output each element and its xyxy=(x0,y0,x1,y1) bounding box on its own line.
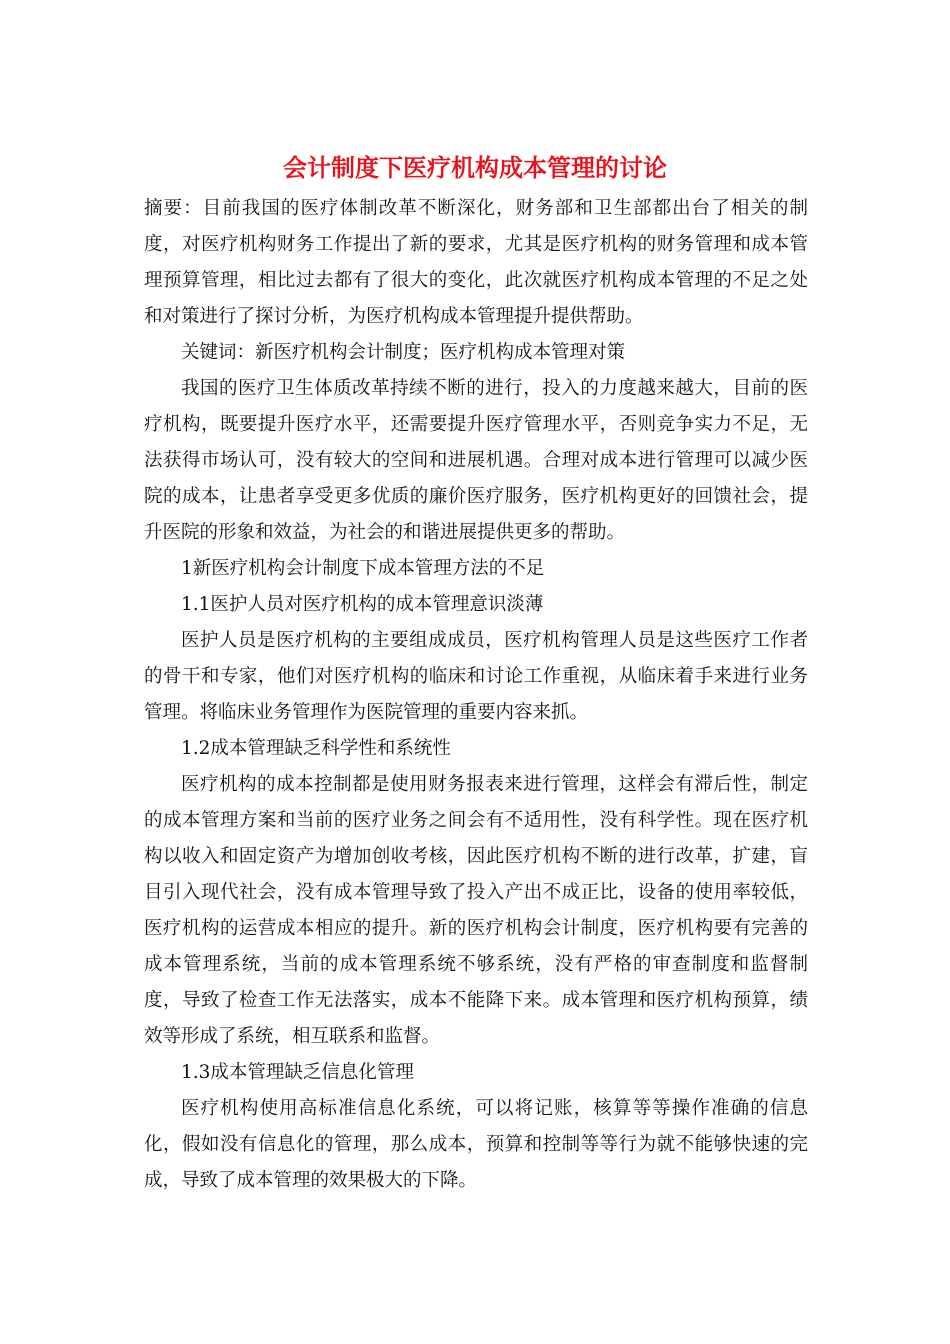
subsection-heading-1-3: 1.3成本管理缺乏信息化管理 xyxy=(181,1062,414,1083)
section-heading-1: 1新医疗机构会计制度下成本管理方法的不足 xyxy=(181,558,545,579)
body-paragraph: 医疗机构使用高标准信息化系统，可以将记账，核算等等操作准确的信息化，假如没有信息化的管理，那么成本，预算和控制等等行为就不能够快速的完成，导致了成本管理的效果极大的下降。 xyxy=(144,1098,808,1191)
subsection-heading-1-1: 1.1医护人员对医疗机构的成本管理意识淡薄 xyxy=(181,594,544,615)
document-body xyxy=(144,191,808,1199)
abstract-paragraph: 摘要：目前我国的医疗体制改革不断深化，财务部和卫生部都出台了相关的制度，对医疗机构财务工作提出了新的要求，尤其是医疗机构的财务管理和成本管理预算管理，相比过去都有了很大的变化，此次就医疗机构成本管理的不足之处和对策进行了探讨分析，为医疗机构成本管理提升提供帮助。 xyxy=(144,198,808,327)
subsection-heading-1-2: 1.2成本管理缺乏科学性和系统性 xyxy=(181,738,451,759)
document-title: 会计制度下医疗机构成本管理的讨论 xyxy=(283,153,667,182)
keywords-paragraph: 关键词：新医疗机构会计制度；医疗机构成本管理对策 xyxy=(181,342,626,363)
body-paragraph: 医护人员是医疗机构的主要组成成员，医疗机构管理人员是这些医疗工作者的骨干和专家，他们对医疗机构的临床和讨论工作重视，从临床着手来进行业务管理。将临床业务管理作为医院管理的重要内容来抓。 xyxy=(144,630,808,723)
body-paragraph: 医疗机构的成本控制都是使用财务报表来进行管理，这样会有滞后性，制定的成本管理方案和当前的医疗业务之间会有不适用性，没有科学性。现在医疗机构以收入和固定资产为增加创收考核，因此医疗机构不断的进行改革，扩建，盲目引入现代社会，没有成本管理导致了投入产出不成正比，设备的使用率较低，医疗机构的运营成本相应的提升。新的医疗机构会计制度，医疗机构要有完善的成本管理系统，当前的成本管理系统不够系统，没有严格的审查制度和监督制度，导致了检查工作无法落实，成本不能降下来。成本管理和医疗机构预算，绩效等形成了系统，相互联系和监督。 xyxy=(144,774,808,1047)
intro-paragraph: 我国的医疗卫生体质改革持续不断的进行，投入的力度越来越大，目前的医疗机构，既要提升医疗水平，还需要提升医疗管理水平，否则竞争实力不足，无法获得市场认可，没有较大的空间和进展机遇。合理对成本进行管理可以减少医院的成本，让患者享受更多优质的廉价医疗服务，医疗机构更好的回馈社会，提升医院的形象和效益，为社会的和谐进展提供更多的帮助。 xyxy=(144,378,808,543)
